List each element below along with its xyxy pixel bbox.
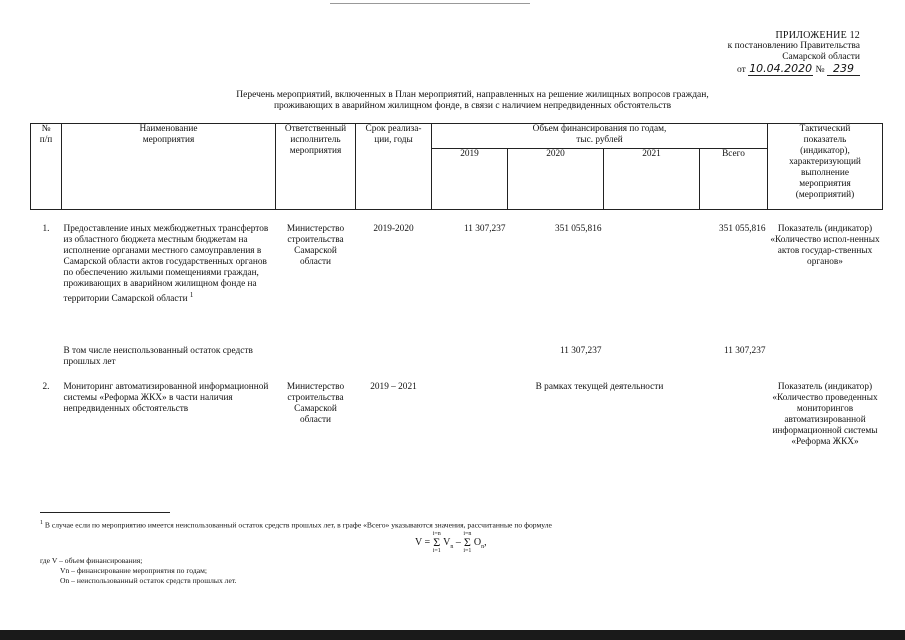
header-name: Наименование мероприятия (62, 124, 276, 210)
formula-lhs: V = (415, 536, 431, 548)
scan-bottom-edge (0, 630, 905, 640)
appendix-line2: Самарской области (782, 52, 860, 62)
legend-line-3: On – неиспользованный остаток средств прошлых лет. (60, 576, 237, 585)
formula-term-v: $V_n$ (443, 536, 454, 550)
table-row (31, 382, 883, 448)
header-total: Всего (700, 149, 768, 210)
legend-line-2: Vn – финансирование мероприятия по годам; (60, 566, 208, 575)
handwritten-date: 10.04.2020 (749, 62, 813, 75)
header-period: Срок реализа- ции, годы (356, 124, 432, 210)
table-row (31, 346, 883, 382)
footnote-separator (40, 512, 170, 513)
footnote-ref: 1 (189, 291, 194, 299)
appendix-title: ПРИЛОЖЕНИЕ 12 (775, 30, 860, 41)
header-2021: 2021 (604, 149, 700, 210)
header-responsible: Ответственный исполнитель мероприятия (276, 124, 356, 210)
scan-artifact-line (330, 3, 530, 4)
measures-table (30, 123, 883, 448)
row1b-name: В том числе неиспользованный остаток средств прошлых лет (63, 346, 253, 367)
row1b-total: 11 307,237 (724, 346, 766, 356)
date-prefix: от (737, 65, 746, 75)
formula-term-o: $O_n$ (473, 536, 485, 550)
row1-num: 1. (42, 224, 50, 234)
appendix-date-line (680, 63, 860, 76)
table-row (31, 224, 883, 346)
appendix-header (680, 30, 860, 76)
appendix-line1: к постановлению Правительства (727, 41, 860, 51)
header-num: № п/п (31, 124, 62, 210)
row2-period: 2019 – 2021 (370, 382, 417, 392)
handwritten-number: 239 (827, 62, 860, 76)
row1-name: Предоставление иных межбюджетных трансфертов из областного бюджета местным бюджетам на исполнение органами местного самоуправления в Самарской области актов государственных органов по обеспечению жилыми помещениями граждан, проживающих в аварийном жилищном фонде на территории Самарской области $^1$ (63, 224, 269, 305)
row2-funding-text: В рамках текущей деятельности (535, 382, 664, 392)
row1b-2020: 11 307,237 (560, 346, 602, 356)
header-funding: Объем финансирования по годам, тыс. рублей (432, 124, 768, 149)
title-line2: проживающих в аварийном жилищном фонде, в связи с наличием непредвиденных обстоятельств (273, 101, 672, 111)
row1-2021 (604, 224, 700, 346)
row2-indicator: Показатель (индикатор) «Количество проведенных мониторингов автоматизированной информационной системы «Реформа ЖКХ» (772, 382, 878, 447)
number-prefix: № (815, 65, 825, 75)
header-2020: 2020 (508, 149, 604, 210)
footnote-mark: 1 (40, 520, 43, 526)
footnote (40, 518, 552, 531)
row1-responsible: Министерство строительства Самарской области (286, 224, 345, 267)
footnote-text: В случае если по мероприятию имеется неиспользованный остаток средств прошлых лет, в графе «Всего» указываются значения, рассчитанные по формуле (44, 520, 552, 530)
row1-2019: 11 307,237 (464, 224, 506, 234)
row1-indicator: Показатель (индикатор) «Количество испол-ненных актов государ-ственных органов» (770, 224, 880, 267)
header-2019: 2019 (432, 149, 508, 210)
row1-2020: 351 055,816 (555, 224, 602, 234)
formula-minus: – (455, 536, 461, 548)
row2-name: Мониторинг автоматизированной информационной системы «Реформа ЖКХ» в части наличия непредвиденных обстоятельств (63, 382, 269, 414)
document-title (0, 90, 905, 112)
legend-line-1: где V – объем финансирования; (40, 556, 143, 565)
formula-legend (40, 556, 236, 586)
header-indicator: Тактический показатель (индикатор), характеризующий выполнение мероприятия (мероприятий) (768, 124, 883, 210)
formula: V = i=n Σ i=1 $V_n - i=n$ Σ i=1 $O_n$, (415, 531, 487, 554)
row2-responsible: Министерство строительства Самарской области (286, 382, 345, 425)
sum-symbol-1: i=n Σ i=1 (432, 531, 441, 554)
row2-num: 2. (42, 382, 50, 392)
row1-period: 2019-2020 (373, 224, 414, 234)
title-line1: Перечень мероприятий, включенных в План мероприятий, направленных на решение жилищных вопросов граждан, (236, 90, 709, 100)
row1-total: 351 055,816 (719, 224, 766, 234)
sum-symbol-2: i=n Σ i=1 (463, 531, 472, 554)
